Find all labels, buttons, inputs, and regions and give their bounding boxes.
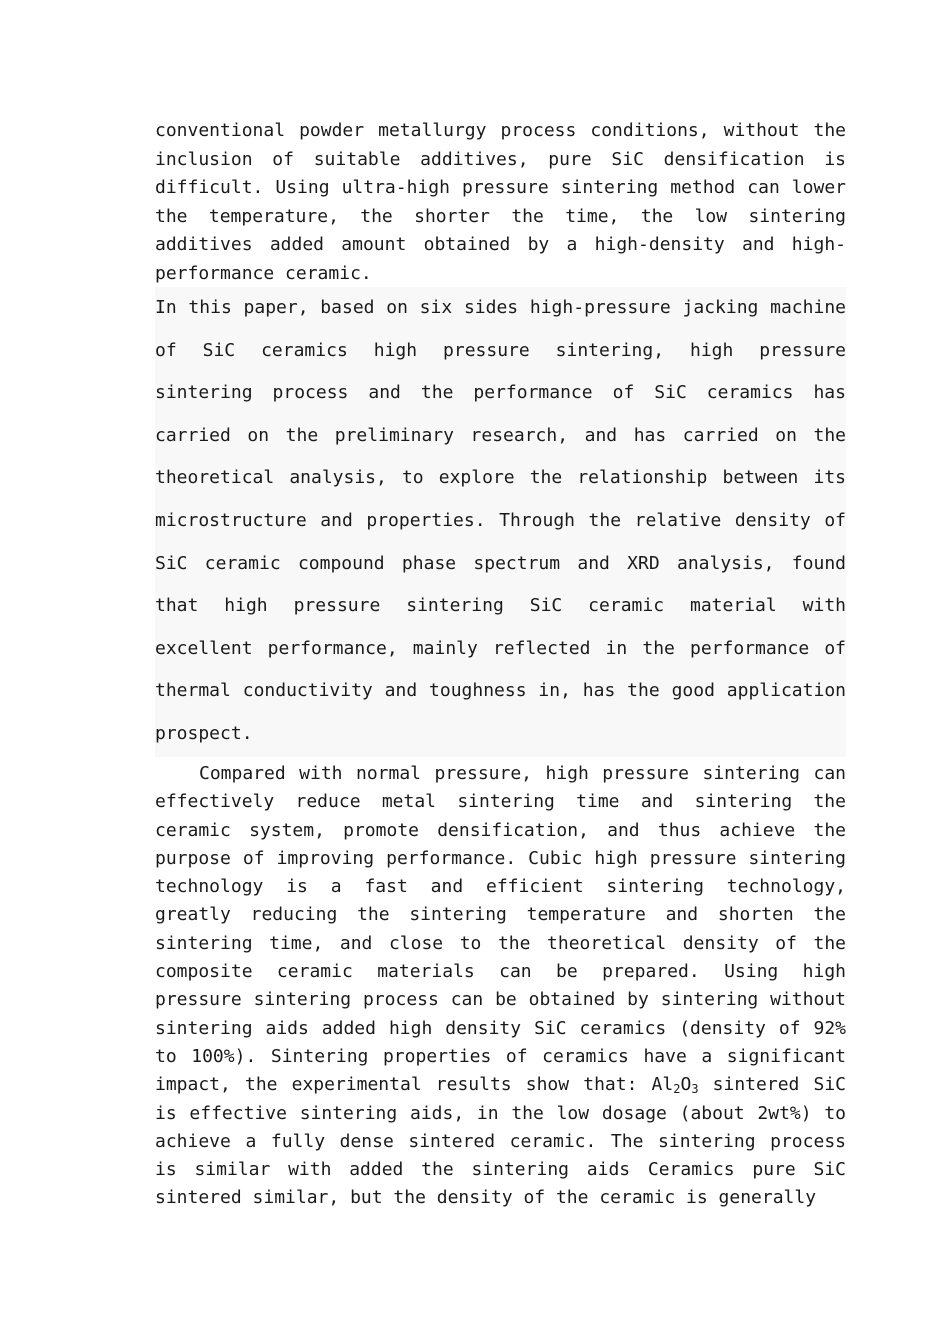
paragraph-intro-continuation: conventional powder metallurgy process conditions, without the inclusion of suitable additives, pure SiC densification is difficult. Using ultra-high pressure sintering method can lower the temperature, the shorter the time, the low sintering additives added amount obtained by a high-density and high-performance ceramic. [155,120,846,284]
paragraph-text-before-formula: Compared with normal pressure, high pressure sintering can effectively reduce metal sintering time and sintering the ceramic system, promote densification, and thus achieve the purpose of improving performance. Cubic high pressure sintering technology is a fast and efficient sintering technology, greatly reducing the sintering temperature and shorten the sintering time, and close to the theoretical density of the composite ceramic materials can be prepared. Using high pressure sintering process can be obtained by sintering without sintering aids added high density SiC ceramics (density of 92% to 100%). Sintering properties of ceramics have a significant impact, the experimental results show that: [155,763,846,1096]
chemical-formula-al2o3: $Al_2O_3$ [651,1074,699,1097]
paragraph-abstract-highlighted: In this paper, based on six sides high-pressure jacking machine of SiC ceramics high pressure sintering, high pressure sintering process and the performance of SiC ceramics has carried on the preliminary research, and has carried on the theoretical analysis, to explore the relationship between its microstructure and properties. Through the relative density of SiC ceramic compound phase spectrum and XRD analysis, found that high pressure sintering SiC ceramic material with excellent performance, mainly reflected in the performance of thermal conductivity and toughness in, has the good application prospect. [155,287,846,757]
paragraph-high-pressure-sintering [155,760,846,1213]
paragraph-text-after-formula: sintered SiC is effective sintering aids, in the low dosage (about 2wt%) to achieve a fully dense sintered ceramic. The sintering process is similar with added the sintering aids Ceramics pure SiC sintered similar, but the density of the ceramic is generally [155,1074,846,1209]
